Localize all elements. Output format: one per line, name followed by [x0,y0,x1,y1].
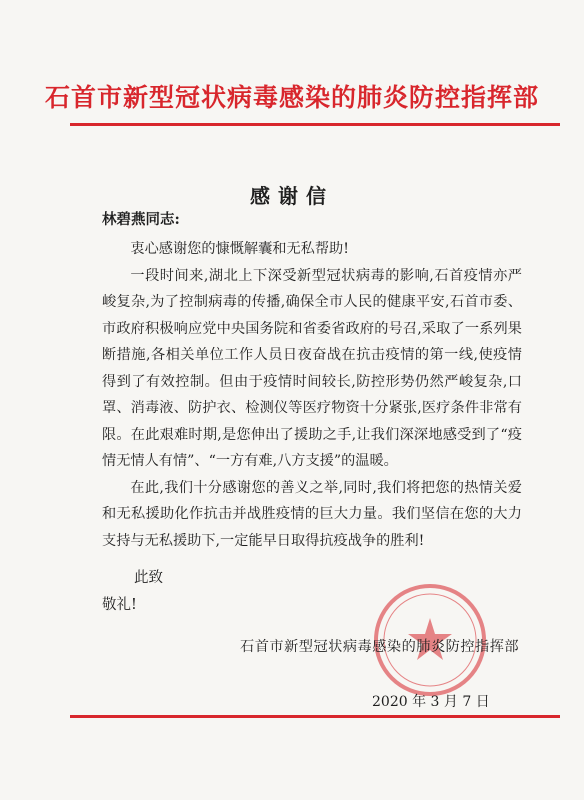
letter-title: 感谢信 [250,184,334,208]
letter-date: 2020 年 3 月 7 日 [372,694,490,710]
greeting: 林碧燕同志: [102,211,180,228]
closing-respect: 此致 [134,570,163,586]
letterhead-title: 石首市新型冠状病毒感染的肺炎防控指挥部 [44,83,539,112]
letter-body [102,236,522,554]
signature-org: 石首市新型冠状病毒感染的肺炎防控指挥部 [240,639,520,655]
closing-salute: 敬礼! [102,597,137,613]
bottom-red-rule [70,715,560,718]
paragraph-2: 一段时间来,湖北上下深受新型冠状病毒的影响,石首疫情亦严峻复杂,为了控制病毒的传播,确保全市人民的健康平安,石首市委、市政府积极响应党中央国务院和省委省政府的号召,采取了一系列果断措施,各相关单位工作人员日夜奋战在抗击疫情的第一线,使疫情得到了有效控制。但由于疫情时间较长,防控形势仍然严峻复杂,口罩、消毒液、防护衣、检测仪等医疗物资十分紧张,医疗条件非常有限。在此艰难时期,是您伸出了援助之手,让我们深深地感受到了“疫情无情人有情”、“一方有难,八方支援”的温暖。 [102,267,522,469]
paragraph-1: 衷心感谢您的慷慨解囊和无私帮助! [130,241,349,257]
paragraph-3: 在此,我们十分感谢您的善义之举,同时,我们将把您的热情关爱和无私援助化作抗击并战胜疫情的巨大力量。我们坚信在您的大力支持与无私援助下,一定能早日取得抗疫战争的胜利! [102,479,522,549]
top-red-rule [70,123,560,126]
